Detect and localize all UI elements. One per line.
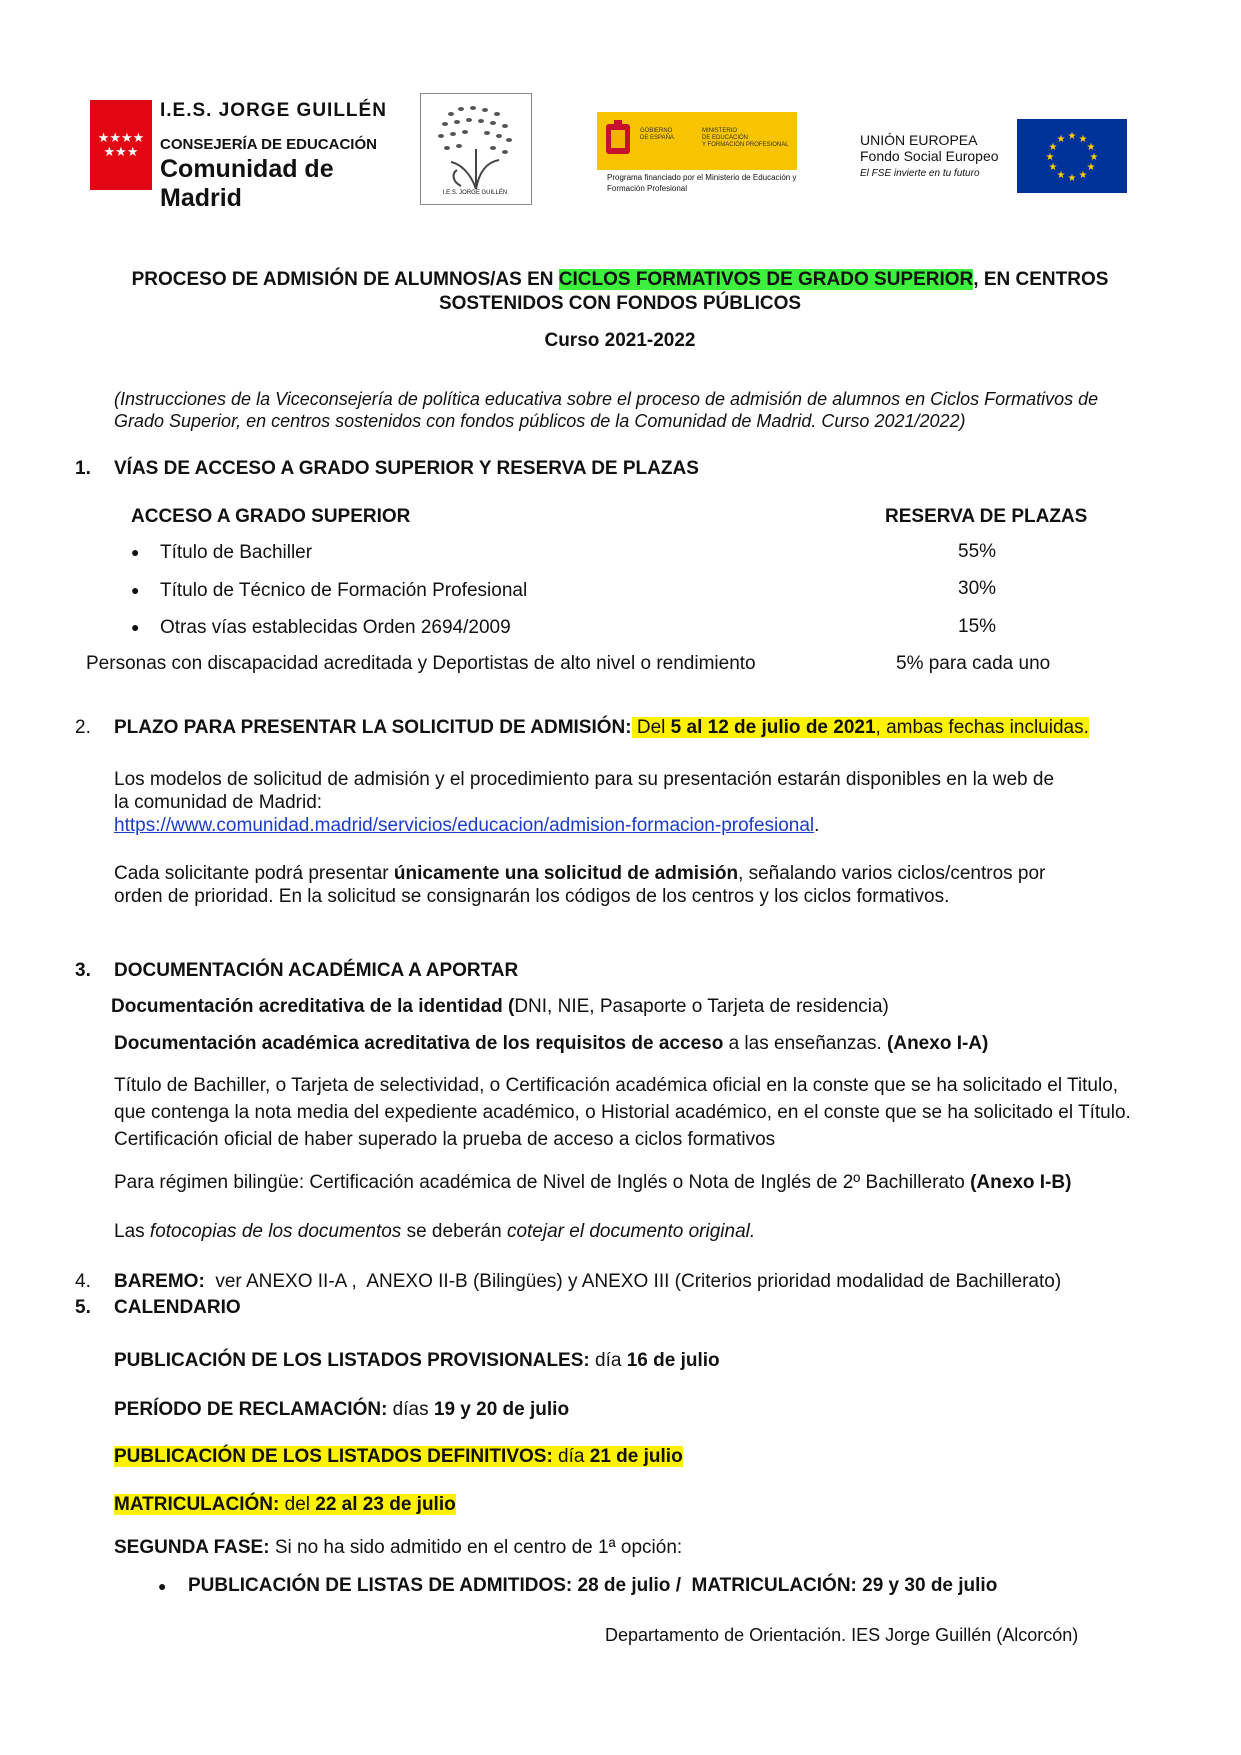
section4-heading: BAREMO: <box>114 1271 205 1292</box>
identity-docs-list: DNI, NIE, Pasaporte o Tarjeta de residencia) <box>514 996 889 1017</box>
access-row-3-value: 15% <box>958 616 997 637</box>
spain-shield-icon <box>603 118 633 162</box>
enrollment-pre: del <box>279 1494 316 1515</box>
copies-text-b: se deberán <box>401 1221 507 1242</box>
title-line2: SOSTENIDOS CON FONDOS PÚBLICOS <box>438 293 802 314</box>
single-app-text-a: Cada solicitante podrá presentar <box>114 863 394 884</box>
bilingual-text: Para régimen bilingüe: Certificación académica de Nivel de Inglés o Nota de Inglés de 2º Bachillerato <box>114 1172 971 1193</box>
svg-text:★: ★ <box>1086 162 1096 173</box>
svg-text:★: ★ <box>1045 152 1055 163</box>
section1-number: 1. <box>75 458 91 479</box>
provisional-date: 16 de julio <box>626 1350 720 1371</box>
section2-line <box>114 717 1089 739</box>
second-phase <box>114 1537 682 1559</box>
forms-line1: Los modelos de solicitud de admisión y el procedimiento para su presentación estarán disponibles en la web de <box>114 769 1055 790</box>
svg-text:★: ★ <box>1067 173 1077 184</box>
academic-docs-detail <box>114 1072 1224 1153</box>
provisional-pre: día <box>589 1350 627 1371</box>
forms-paragraph <box>114 768 1154 837</box>
svg-text:★: ★ <box>1048 142 1058 153</box>
second-phase-dates: PUBLICACIÓN DE LISTAS DE ADMITIDOS: 28 de julio / MATRICULACIÓN: 29 y 30 de julio <box>188 1575 998 1596</box>
extra-access-value: 5% para cada uno <box>896 653 1051 674</box>
bullet-icon: ● <box>131 619 140 635</box>
svg-text:★: ★ <box>1086 142 1096 153</box>
deadline-suffix: , ambas fechas incluidas. <box>875 717 1089 738</box>
enrollment-date: 22 al 23 de julio <box>315 1494 456 1515</box>
section2-number: 2. <box>75 717 91 738</box>
svg-text:★: ★ <box>1056 170 1066 181</box>
gobierno-text: GOBIERNO DE ESPAÑA <box>640 128 674 141</box>
title-highlight: CICLOS FORMATIVOS DE GRADO SUPERIOR <box>558 269 974 290</box>
instructions-note: (Instrucciones de la Viceconsejería de política educativa sobre el proceso de admisión de alumnos en Ciclos Formativos de Grado Superior, en centros sostenidos con fondos públicos de la Comunidad de Madrid. Curso 2021/2022) <box>114 389 1099 431</box>
bullet-icon: ● <box>131 582 140 598</box>
comunidad-name: Comunidad de Madrid <box>160 155 334 212</box>
extra-access-label: Personas con discapacidad acreditada y Deportistas de alto nivel o rendimiento <box>86 653 756 674</box>
section4-line <box>114 1271 1061 1293</box>
svg-text:★: ★ <box>1078 170 1088 181</box>
section5-heading: CALENDARIO <box>114 1297 241 1318</box>
school-tree-logo <box>420 93 532 205</box>
deadline-dates: 5 al 12 de julio de 2021 <box>670 717 876 738</box>
bullet-icon: ● <box>131 544 140 560</box>
bullet-icon: ● <box>158 1578 167 1594</box>
section5-number: 5. <box>75 1297 91 1318</box>
photocopies-note <box>114 1221 755 1243</box>
definitive-label: PUBLICACIÓN DE LOS LISTADOS DEFINITIVOS: <box>114 1446 553 1467</box>
provisional-lists <box>114 1350 720 1372</box>
access-row-2-value: 30% <box>958 578 997 599</box>
single-application-paragraph <box>114 862 1154 908</box>
eu-name: UNIÓN EUROPEA <box>860 132 978 148</box>
ministry-caption: Programa financiado por el Ministerio de Educación y Formación Profesional <box>607 173 797 193</box>
school-logo-caption: I.E.S. JORGE GUILLÉN <box>442 190 508 196</box>
identity-docs-bold: Documentación acreditativa de la identidad ( <box>111 996 515 1017</box>
admission-link[interactable]: https://www.comunidad.madrid/servicios/educacion/admision-formacion-profesional <box>114 815 815 836</box>
section3-number: 3. <box>75 960 91 981</box>
course-year: Curso 2021-2022 <box>544 330 696 351</box>
svg-text:★: ★ <box>1067 131 1077 142</box>
eu-flag-icon <box>1017 119 1127 193</box>
enrollment <box>114 1494 456 1516</box>
forms-line2: la comunidad de Madrid: <box>114 792 323 813</box>
annex-ib-label: (Anexo I-B) <box>970 1172 1072 1193</box>
copies-text-a: Las <box>114 1221 150 1242</box>
svg-text:★: ★ <box>1089 152 1099 163</box>
link-suffix: . <box>814 815 820 836</box>
second-phase-label: SEGUNDA FASE: <box>114 1537 270 1558</box>
access-row-3-label: Otras vías establecidas Orden 2694/2009 <box>160 617 511 638</box>
consejeria-name: CONSEJERÍA DE EDUCACIÓN <box>160 136 377 153</box>
reserve-column-header: RESERVA DE PLAZAS <box>885 506 1088 527</box>
claims-date: 19 y 20 de julio <box>433 1399 570 1420</box>
access-row-1-value: 55% <box>958 541 997 562</box>
access-column-header: ACCESO A GRADO SUPERIOR <box>131 506 411 527</box>
single-app-line2: orden de prioridad. En la solicitud se consignarán los códigos de los centros y los ciclos formativos. <box>114 886 950 907</box>
academic-detail-line3: Certificación oficial de haber superado la prueba de acceso a ciclos formativos <box>114 1129 776 1150</box>
academic-docs-mid: a las enseñanzas. <box>723 1033 888 1054</box>
madrid-logo-text <box>160 100 410 213</box>
section3-heading: DOCUMENTACIÓN ACADÉMICA A APORTAR <box>114 960 519 981</box>
claims-label: PERÍODO DE RECLAMACIÓN: <box>114 1399 388 1420</box>
academic-docs-bold: Documentación académica acreditativa de los requisitos de acceso <box>114 1033 724 1054</box>
academic-detail-line2: que contenga la nota media del expediente académico, o Historial académico, en el conste que se ha solicitado el Título. <box>114 1102 1131 1123</box>
definitive-date: 21 de julio <box>589 1446 683 1467</box>
academic-docs <box>114 1033 988 1055</box>
bilingual-requirement <box>114 1172 1071 1194</box>
deadline-prefix: Del <box>631 717 671 738</box>
title-part2: , EN CENTROS <box>973 269 1109 290</box>
section4-number: 4. <box>75 1271 91 1292</box>
single-app-bold: únicamente una solicitud de admisión <box>393 863 739 884</box>
fse-slogan: El FSE invierte en tu futuro <box>860 168 980 179</box>
svg-text:★: ★ <box>1048 162 1058 173</box>
section2-heading: PLAZO PARA PRESENTAR LA SOLICITUD DE ADMISIÓN: <box>114 717 632 738</box>
provisional-label: PUBLICACIÓN DE LOS LISTADOS PROVISIONALES: <box>114 1350 590 1371</box>
second-phase-text: Si no ha sido admitido en el centro de 1ª opción: <box>269 1537 683 1558</box>
baremo-text: ver ANEXO II-A , ANEXO II-B (Bilingües) y ANEXO III (Criterios prioridad modalidad de Bachillerato) <box>204 1271 1062 1292</box>
eu-logo-text <box>860 132 1020 179</box>
access-row-2-label: Título de Técnico de Formación Profesional <box>160 580 528 601</box>
academic-detail-line1: Título de Bachiller, o Tarjeta de selectividad, o Certificación académica oficial en la conste que se ha solicitado el Titulo, <box>114 1075 1119 1096</box>
svg-text:★: ★ <box>1056 134 1066 145</box>
svg-text:★: ★ <box>1078 134 1088 145</box>
madrid-stars: ★★★★★★★ <box>97 130 145 159</box>
annex-ia-label: (Anexo I-A) <box>887 1033 989 1054</box>
document-title <box>70 268 1170 316</box>
single-app-text-b: , señalando varios ciclos/centros por <box>738 863 1046 884</box>
tree-icon <box>421 94 531 204</box>
section1-heading: VÍAS DE ACCESO A GRADO SUPERIOR Y RESERVA DE PLAZAS <box>114 458 699 479</box>
identity-docs <box>111 996 889 1018</box>
enrollment-label: MATRICULACIÓN: <box>114 1494 280 1515</box>
copies-italic-2: cotejar el documento original. <box>506 1221 756 1242</box>
madrid-flag-logo <box>90 100 152 190</box>
access-row-1-label: Título de Bachiller <box>160 542 313 563</box>
definitive-pre: día <box>552 1446 590 1467</box>
ministerio-text: MINISTERIO DE EDUCACIÓN Y FORMACIÓN PROFESIONAL <box>702 128 789 148</box>
definitive-lists <box>114 1446 683 1468</box>
fse-name: Fondo Social Europeo <box>860 148 999 164</box>
school-name: I.E.S. JORGE GUILLÉN <box>160 100 387 121</box>
copies-italic-1: fotocopias de los documentos <box>149 1221 402 1242</box>
claims-period <box>114 1399 569 1421</box>
footer-department: Departamento de Orientación. IES Jorge Guillén (Alcorcón) <box>605 1625 1079 1645</box>
claims-pre: días <box>387 1399 434 1420</box>
title-part1: PROCESO DE ADMISIÓN DE ALUMNOS/AS EN <box>131 269 559 290</box>
deadline-highlight <box>632 717 1089 738</box>
